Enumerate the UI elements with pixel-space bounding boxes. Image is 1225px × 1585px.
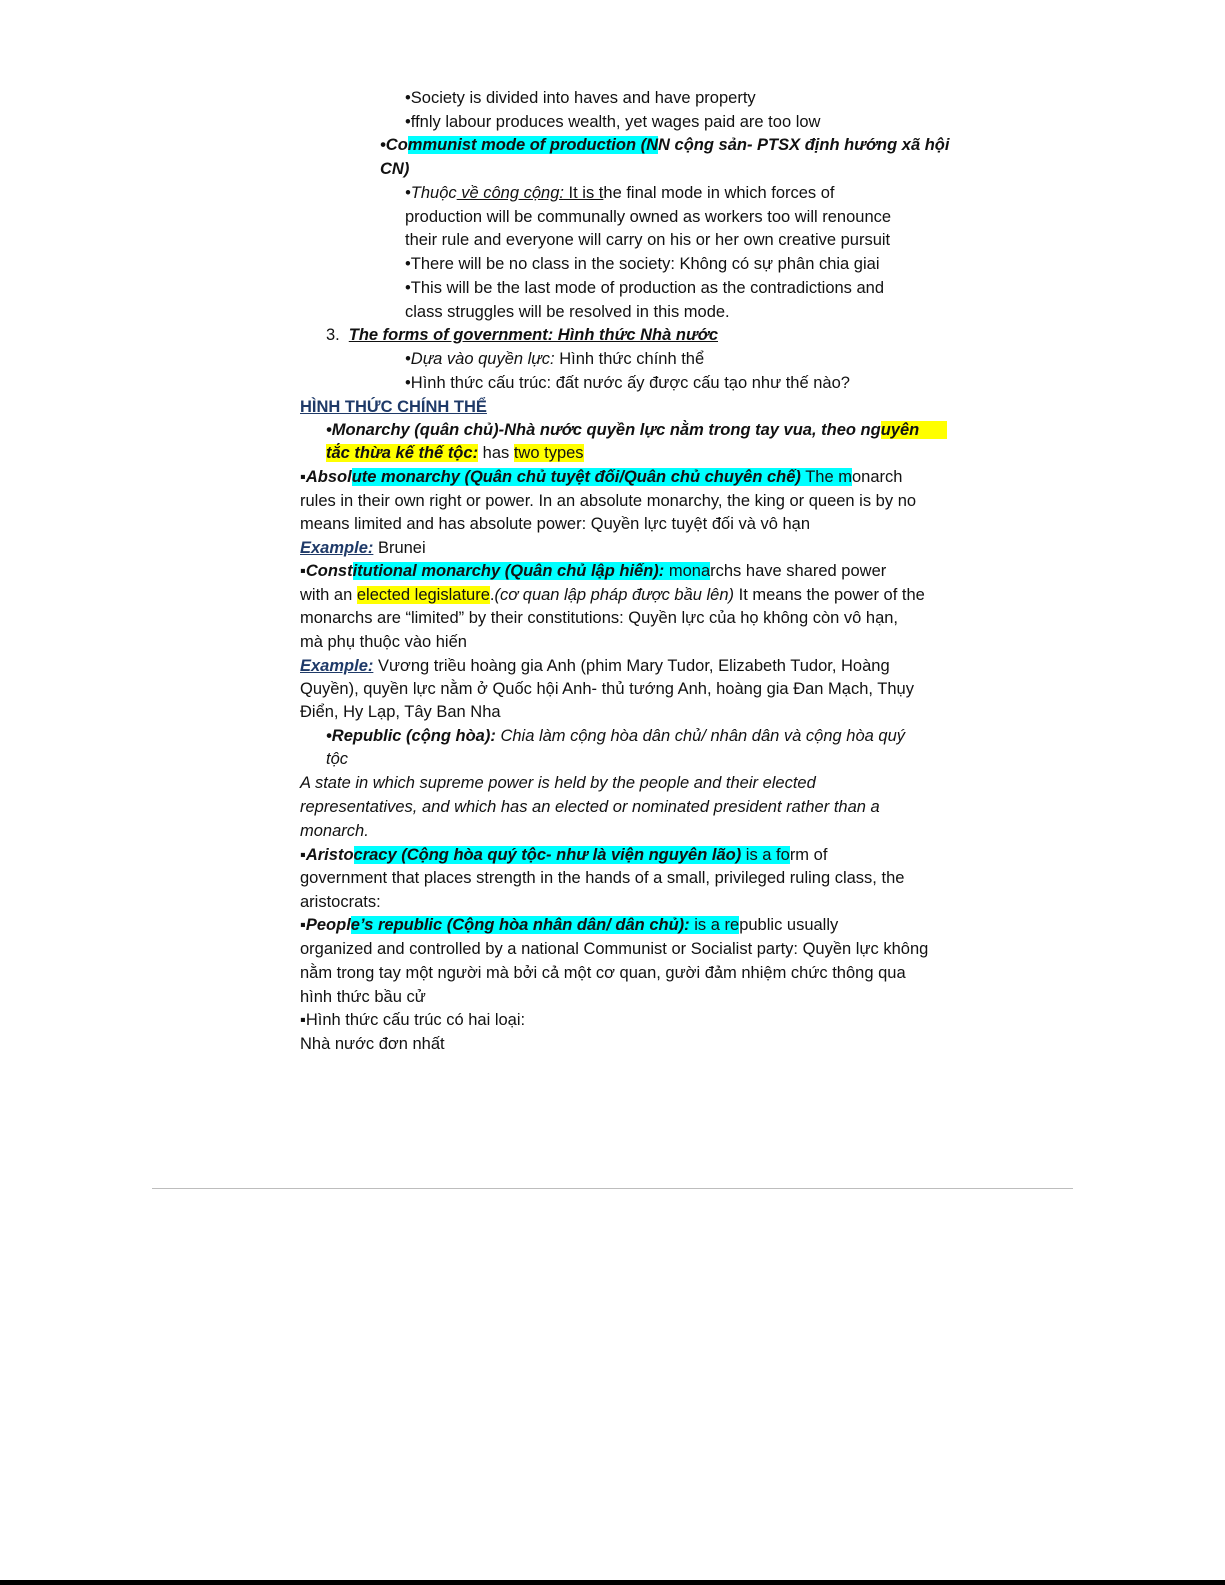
text-run: .	[489, 586, 495, 604]
text-run: •Monarchy (quân chủ)-Nhà nước quyền lực nằm trong tay vua, theo ng	[326, 421, 881, 439]
list-number: 3.	[326, 326, 340, 344]
text-run: has	[478, 444, 514, 462]
text-run: •Society is divided into haves and have property	[405, 89, 756, 107]
text-line	[300, 961, 906, 985]
section-heading	[326, 323, 718, 347]
text-run: ▪Absol	[300, 468, 352, 486]
text-run: A state in which supreme power is held by the people and their elected	[300, 774, 816, 792]
text-run: monarch.	[300, 822, 369, 840]
text-run: rchs have shared power	[710, 562, 887, 580]
text-run: Brunei	[373, 539, 426, 557]
highlight-yellow: uyên	[881, 421, 948, 439]
text-run: •Dựa vào quyền lực:	[405, 350, 555, 368]
text-run: he final mode in which forces of	[603, 184, 835, 202]
text-run: •Hình thức cấu trúc: đất nước ấy được cấu tạo như thế nào?	[405, 374, 850, 392]
text-run: Hình thức chính thể	[554, 350, 705, 368]
text-line	[380, 157, 409, 181]
example-label: Example:	[300, 539, 374, 557]
text-run: •Republic (cộng hòa):	[326, 727, 496, 745]
text-line	[300, 843, 827, 867]
text-line	[300, 700, 501, 724]
text-run: ▪Peopl	[300, 916, 351, 934]
highlight-cyan: ute monarchy (Quân chủ tuyệt đối/Quân chủ chuyên chế)	[351, 468, 801, 486]
heading-text: HÌNH THỨC CHÍNH THỂ	[300, 398, 487, 416]
highlight-cyan: is a re	[689, 916, 740, 934]
highlight-cyan: cracy (Cộng hòa quý tộc- như là viện nguyên lão)	[353, 846, 742, 864]
text-line	[380, 133, 949, 157]
text-line	[405, 205, 891, 229]
text-line	[326, 418, 947, 442]
text-run: rules in their own right or power. In an absolute monarchy, the king or queen is by no	[300, 492, 917, 510]
text-line	[405, 86, 756, 110]
text-run: It means the power of the	[734, 586, 925, 604]
highlight-cyan: e’s republic (Cộng hòa nhân dân/ dân chủ):	[350, 916, 690, 934]
highlight-cyan: itutional monarchy (Quân chủ lập hiến):	[352, 562, 665, 580]
text-run: •There will be no class in the society: Không có sự phân chia giai	[405, 255, 880, 273]
text-run: Điển, Hy Lạp, Tây Ban Nha	[300, 703, 501, 721]
text-line	[326, 441, 584, 465]
text-run: N cộng sản- PTSX định hướng xã hội	[658, 136, 950, 154]
highlight-cyan: mmunist mode of production (N	[407, 136, 659, 154]
text-line	[300, 465, 902, 489]
text-run: ▪Hình thức cấu trúc có hai loại:	[300, 1011, 526, 1029]
highlight-cyan: mona	[664, 562, 711, 580]
text-line	[300, 536, 426, 560]
text-run: •This will be the last mode of production as the contradictions and	[405, 279, 885, 297]
text-line	[300, 866, 904, 890]
text-run: production will be communally owned as workers too will renounce	[405, 208, 892, 226]
highlight-yellow: two types	[513, 444, 584, 462]
heading-hinh-thuc-chinh-the	[300, 395, 487, 419]
text-run: Quyền), quyền lực nằm ở Quốc hội Anh- thủ tướng Anh, hoàng gia Đan Mạch, Thụy	[300, 680, 914, 698]
text-line	[300, 795, 880, 819]
text-run: It is t	[563, 184, 604, 202]
highlight-yellow: elected legislature	[356, 586, 490, 604]
text-line	[300, 890, 381, 914]
text-line	[405, 181, 835, 205]
text-run: rm of	[789, 846, 828, 864]
text-line	[405, 371, 850, 395]
text-run: onarch	[851, 468, 903, 486]
text-run: •Thuộc	[405, 184, 457, 202]
text-line	[300, 606, 898, 630]
text-run: Nhà nước đơn nhất	[300, 1035, 445, 1053]
text-run: public usually	[739, 916, 839, 934]
text-run: Vương triều hoàng gia Anh (phim Mary Tudor, Elizabeth Tudor, Hoàng	[373, 657, 890, 675]
text-line	[405, 276, 884, 300]
text-run: •ffnly labour produces wealth, yet wages paid are too low	[405, 113, 821, 131]
text-run: their rule and everyone will carry on his or her own creative pursuit	[405, 231, 891, 249]
text-line	[300, 913, 838, 937]
page-divider	[152, 1188, 1073, 1189]
text-run: (cơ quan lập pháp được bầu lên)	[494, 586, 735, 604]
text-run: nằm trong tay một người mà bởi cả một cơ quan, gười đảm nhiệm chức thông qua	[300, 964, 906, 982]
text-run: mà phụ thuộc vào hiến	[300, 633, 467, 651]
text-run: CN)	[380, 160, 410, 178]
text-run: tộc	[326, 750, 349, 768]
text-run: means limited and has absolute power: Quyền lực tuyệt đối và vô hạn	[300, 515, 811, 533]
text-run: monarchs are “limited” by their constitutions: Quyền lực của họ không còn vô hạn,	[300, 609, 899, 627]
text-line	[300, 1008, 525, 1032]
bottom-edge	[0, 1580, 1225, 1585]
text-line	[326, 724, 905, 748]
text-line	[405, 300, 730, 324]
highlight-cyan: The m	[800, 468, 852, 486]
text-line	[300, 512, 810, 536]
text-run: về công cộng:	[456, 184, 564, 202]
highlight-cyan: is a fo	[741, 846, 790, 864]
text-line	[300, 630, 467, 654]
text-line	[300, 489, 916, 513]
text-run: hình thức bầu cử	[300, 988, 426, 1006]
text-run: organized and controlled by a national Communist or Socialist party: Quyền lực không	[300, 940, 929, 958]
text-line	[300, 819, 369, 843]
text-line	[300, 985, 426, 1009]
text-run: representatives, and which has an elected or nominated president rather than a	[300, 798, 880, 816]
highlight-yellow: tắc thừa kế thế tộc:	[326, 444, 479, 462]
example-label: Example:	[300, 657, 374, 675]
text-run: Chia làm cộng hòa dân chủ/ nhân dân và cộng hòa quý	[495, 727, 905, 745]
text-run: class struggles will be resolved in this mode.	[405, 303, 730, 321]
text-line	[300, 583, 925, 607]
text-line	[405, 347, 704, 371]
text-run: ▪Const	[300, 562, 353, 580]
text-run: ▪Aristo	[300, 846, 354, 864]
text-line	[405, 252, 880, 276]
text-line	[300, 677, 914, 701]
text-line	[405, 110, 820, 134]
section-title: The forms of government: Hình thức Nhà nước	[348, 326, 719, 344]
text-run: •Co	[380, 136, 408, 154]
text-line	[300, 771, 816, 795]
text-line	[326, 747, 348, 771]
text-line	[300, 1032, 445, 1056]
text-line	[405, 228, 890, 252]
text-run: with an	[300, 586, 357, 604]
text-run: aristocrats:	[300, 893, 381, 911]
text-line	[300, 559, 886, 583]
text-line	[300, 937, 928, 961]
text-line	[300, 654, 890, 678]
text-run: government that places strength in the hands of a small, privileged ruling class, the	[300, 869, 905, 887]
